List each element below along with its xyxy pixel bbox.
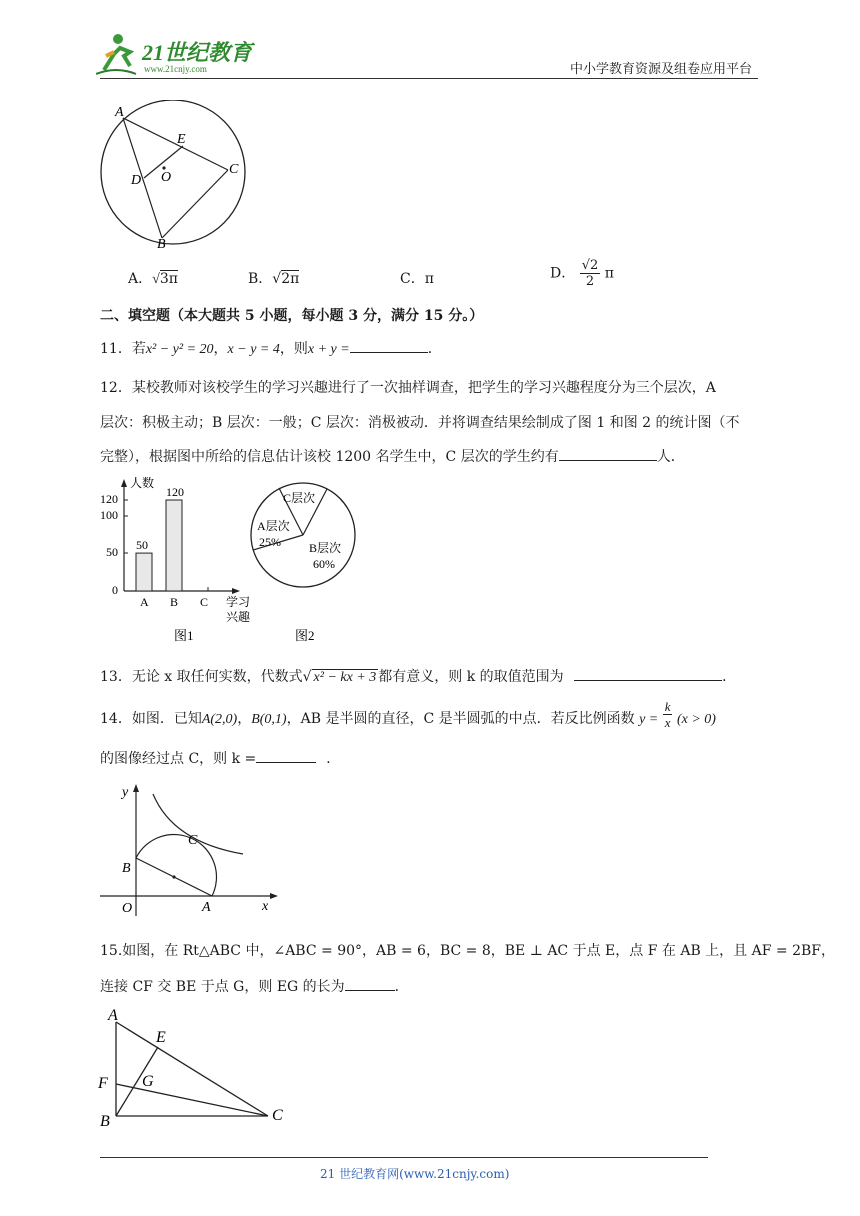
figure-q15-triangle: [96, 1002, 296, 1130]
question-15-line1: 15.如图，在 Rt△ABC 中，∠ABC = 90°，AB = 6，BC = 8，BE ⊥ AC 于点 E，点 F 在 AB 上，且 AF = 2BF，: [100, 943, 835, 959]
figure-q10-circle: [95, 100, 255, 252]
figure-1-bar-chart: [96, 475, 266, 645]
answer-blank-11: [350, 338, 428, 353]
option-a-expr: 3π: [159, 271, 178, 287]
question-14-line1: 14．如图．已知A(2,0)，B(0,1)，AB 是半圆的直径，C 是半圆弧的中点．若反比例函数 y = $\frac{k}{x}$ (x > 0): [100, 698, 716, 730]
answer-blank-15: [345, 976, 395, 991]
label-x: x: [262, 899, 269, 914]
header-divider: [100, 78, 758, 79]
pie-label-C: C层次: [283, 491, 316, 505]
option-b-label: B．: [248, 271, 273, 287]
y-axis-label: 人数: [130, 476, 155, 490]
option-b: B．√2π: [248, 271, 300, 287]
label-C: C: [229, 162, 239, 177]
question-14-line2: 的图像经过点 C，则 k = ．: [100, 748, 340, 768]
y-tick-50: 50: [106, 545, 118, 559]
label-E: E: [156, 1029, 166, 1046]
label-D: D: [131, 173, 142, 188]
option-a: A．√3π: [128, 271, 178, 287]
logo-url: www.21cnjy.com: [144, 64, 207, 74]
option-d-label: D．: [550, 265, 576, 282]
label-B: B: [157, 237, 166, 252]
y-tick-120: 120: [100, 492, 118, 506]
x-tick-C: C: [200, 595, 209, 609]
option-c-label: C．: [400, 271, 425, 287]
label-O: O: [161, 170, 172, 185]
option-a-label: A．: [128, 271, 153, 287]
runner-icon: [96, 34, 136, 74]
bar-label-A: 50: [136, 538, 148, 552]
answer-blank-14: [256, 748, 316, 763]
figure-2-caption: 图2: [295, 628, 315, 643]
figure-q14: [98, 782, 280, 916]
label-B: B: [122, 861, 131, 876]
option-d-fraction: $\frac{√2}{2}$: [581, 258, 599, 289]
pie-label-B: B层次: [309, 541, 342, 555]
question-13: 13．无论 x 取任何实数，代数式√ x² − kx + 3 都有意义，则 k 的取值范围为 ．: [100, 666, 736, 686]
option-b-expr: 2π: [281, 271, 300, 287]
pie-percent-B: 60%: [313, 557, 335, 571]
pie-percent-A: 25%: [259, 535, 281, 549]
label-A: A: [108, 1007, 118, 1024]
label-E: E: [177, 132, 186, 147]
pie-label-A: A层次: [257, 519, 290, 533]
option-d-pi: π: [604, 265, 614, 282]
x-axis-label-1: 学习: [226, 595, 251, 609]
x-tick-A: A: [140, 595, 149, 609]
y-tick-100: 100: [100, 508, 118, 522]
answer-blank-12: [559, 446, 657, 461]
figure-2-pie-chart: [245, 480, 375, 645]
answer-blank-13: [574, 666, 722, 681]
x-axis-label-2: 兴趣: [226, 610, 251, 624]
question-15-line2: 连接 CF 交 BE 于点 G，则 EG 的长为 ．: [100, 976, 409, 996]
radicand: x² − kx + 3: [313, 670, 377, 685]
label-A: A: [115, 105, 124, 120]
footer-link[interactable]: 21 世纪教育网(www.21cnjy.com): [320, 1167, 510, 1181]
section-title: 二、填空题（本大题共 5 小题，每小题 3 分，满分 15 分。）: [100, 308, 484, 324]
x-tick-B: B: [170, 595, 179, 609]
logo-title: 21世纪教育: [142, 40, 253, 65]
y-tick-0: 0: [112, 583, 118, 597]
option-d: [550, 258, 614, 289]
label-y: y: [122, 785, 129, 800]
footer-divider: [100, 1157, 708, 1158]
label-C: C: [272, 1107, 283, 1124]
label-C: C: [188, 833, 198, 848]
option-c: [400, 268, 434, 288]
question-11: 11．若x² − y² = 20，x − y = 4，则x + y = ．: [100, 338, 442, 358]
option-c-expr: π: [424, 271, 434, 287]
label-F: F: [98, 1075, 108, 1092]
header-platform-text: 中小学教育资源及组卷应用平台: [570, 62, 753, 77]
label-O: O: [122, 901, 133, 916]
bar-B: [166, 500, 182, 591]
question-12-line3: 完整），根据图中所给的信息估计该校 1200 名学生中，C 层次的学生约有 人．: [100, 446, 685, 466]
question-12-line2: 层次：积极主动；B 层次：一般；C 层次：消极被动．并将调查结果绘制成了图 1 和图 2 的统计图（不: [100, 415, 740, 431]
bar-A: [136, 553, 152, 591]
label-B: B: [100, 1113, 110, 1130]
label-G: G: [142, 1073, 154, 1090]
label-A: A: [202, 900, 211, 915]
figure-1-caption: 图1: [174, 628, 194, 643]
function-fraction: $\frac{k}{x}$: [664, 698, 671, 730]
bar-label-B: 120: [166, 485, 184, 499]
question-12-line1: 12．某校教师对该校学生的学习兴趣进行了一次抽样调查，把学生的学习兴趣程度分为三个层次，A: [100, 380, 716, 396]
site-logo: [96, 30, 266, 76]
